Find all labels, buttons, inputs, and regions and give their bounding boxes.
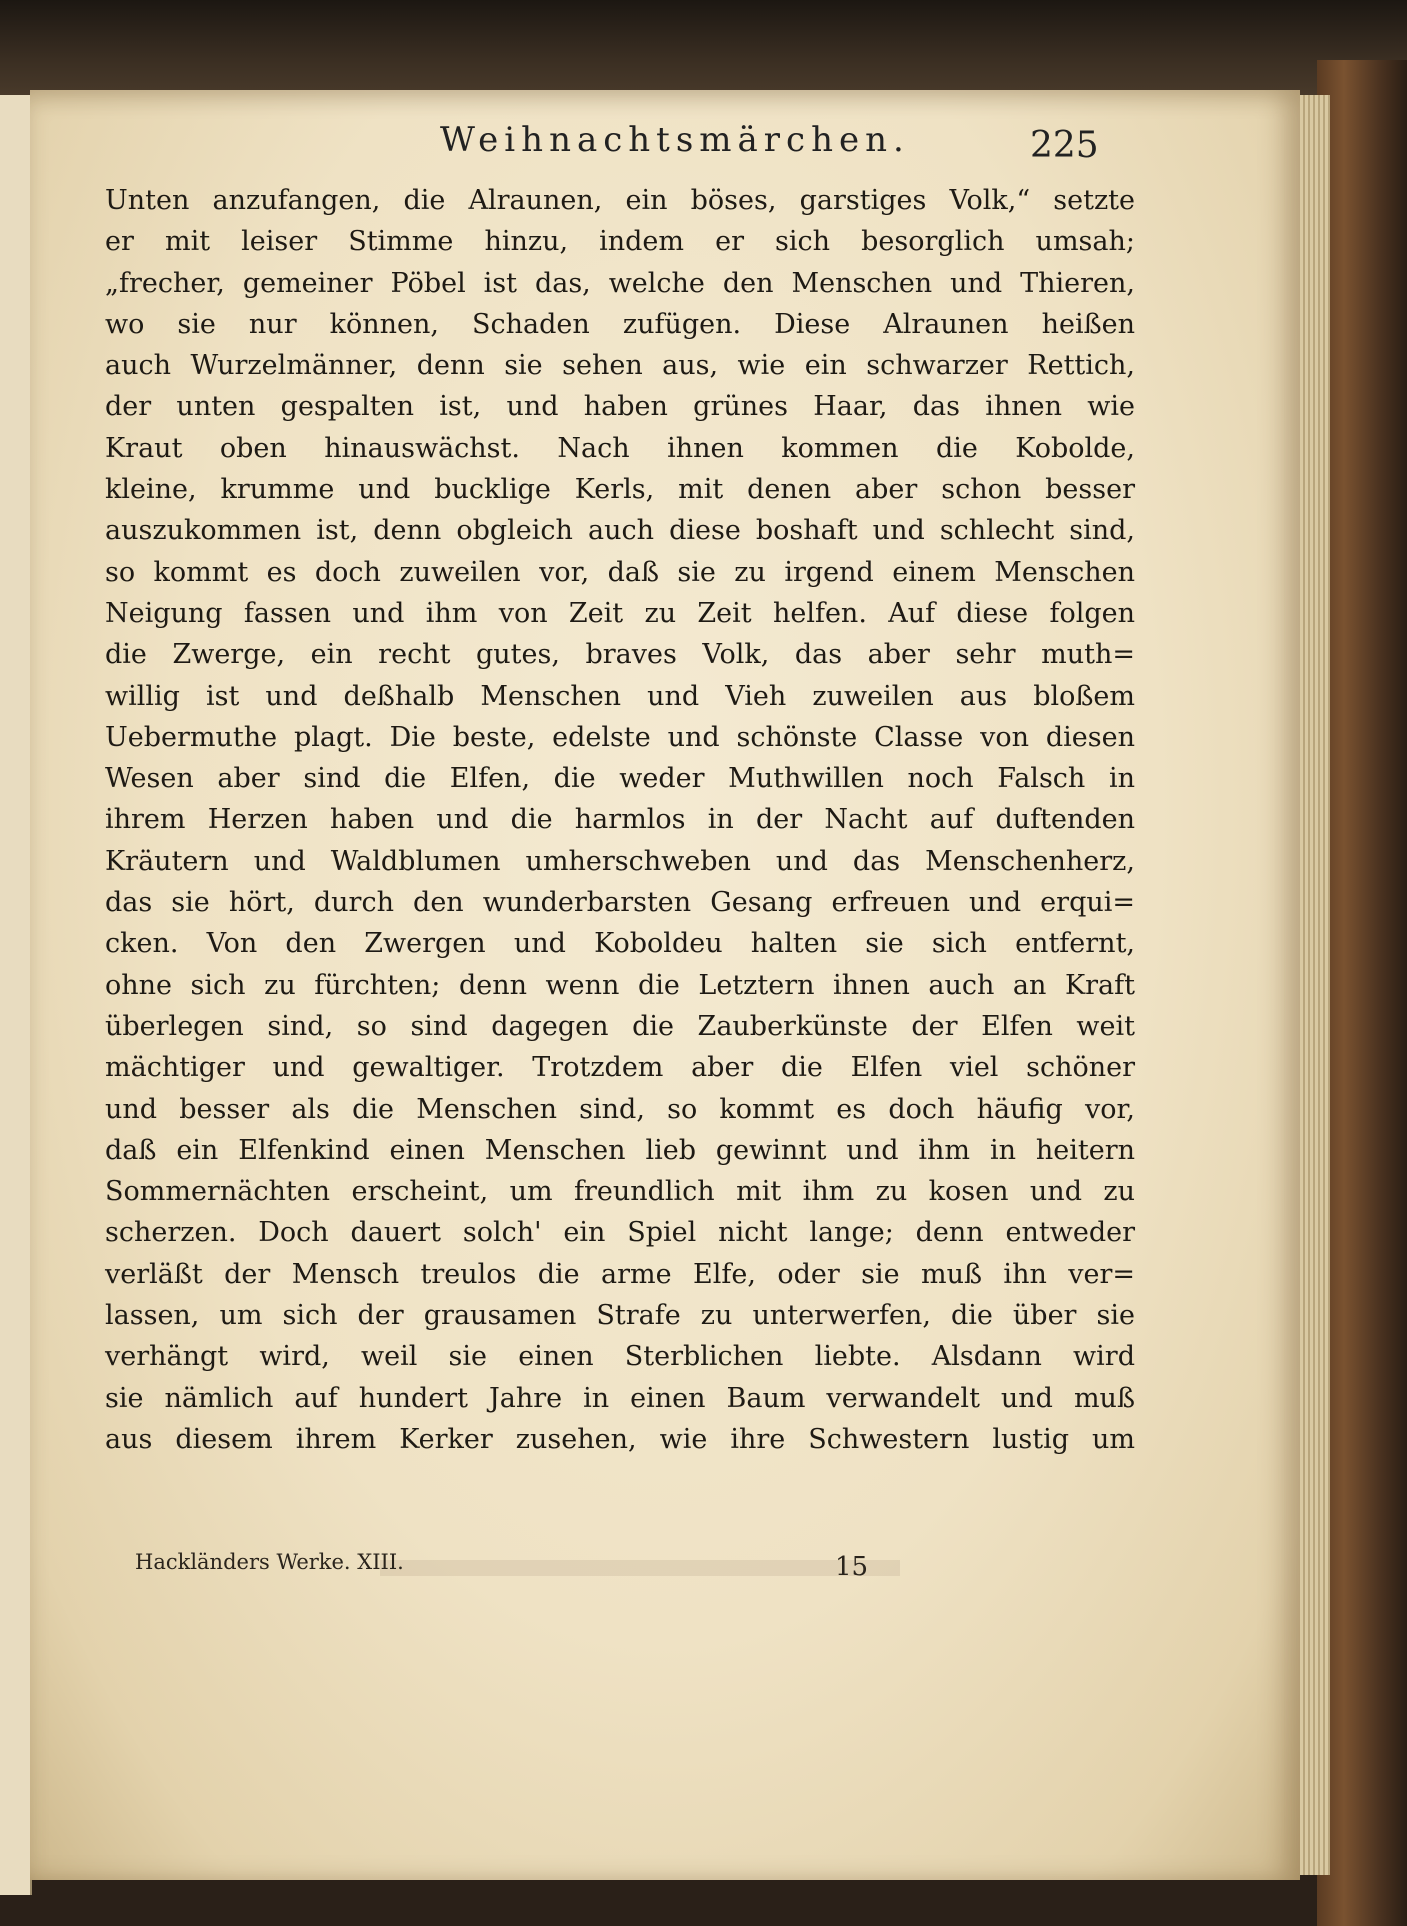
text-line: mächtiger und gewaltiger. Trotzdem aber die Elfen viel schöner xyxy=(105,1052,1135,1084)
text-line: der unten gespalten ist, und haben grünes Haar, das ihnen wie xyxy=(105,391,1135,423)
page-number: 225 xyxy=(1030,125,1099,166)
text-line: und besser als die Menschen sind, so kommt es doch häufig vor, xyxy=(105,1093,1135,1125)
text-line: wo sie nur können, Schaden zufügen. Diese Alraunen heißen xyxy=(105,308,1135,340)
text-line: überlegen sind, so sind dagegen die Zauberkünste der Elfen weit xyxy=(105,1010,1135,1042)
text-line: Wesen aber sind die Elfen, die weder Muthwillen noch Falsch in xyxy=(105,763,1135,795)
text-line: ohne sich zu fürchten; denn wenn die Letztern ihnen auch an Kraft xyxy=(105,969,1135,1001)
sheet-number: 15 xyxy=(835,1552,869,1582)
text-line: das sie hört, durch den wunderbarsten Gesang erfreuen und erqui= xyxy=(105,887,1135,919)
text-line: verläßt der Mensch treulos die arme Elfe, oder sie muß ihn ver= xyxy=(105,1258,1135,1290)
printer-signature: Hackländers Werke. XIII. xyxy=(135,1550,404,1574)
text-line: Sommernächten erscheint, um freundlich mit ihm zu kosen und zu xyxy=(105,1176,1135,1208)
text-line: kleine, krumme und bucklige Kerls, mit denen aber schon besser xyxy=(105,474,1135,506)
text-line: Unten anzufangen, die Alraunen, ein böses, garstiges Volk,“ setzte xyxy=(105,185,1135,216)
text-line: scherzen. Doch dauert solch' ein Spiel nicht lange; denn entweder xyxy=(105,1217,1135,1249)
text-line: verhängt wird, weil sie einen Sterblichen liebte. Alsdann wird xyxy=(105,1341,1135,1373)
text-line: so kommt es doch zuweilen vor, daß sie zu irgend einem Menschen xyxy=(105,556,1135,588)
text-line: „frecher, gemeiner Pöbel ist das, welche den Menschen und Thieren, xyxy=(105,267,1135,299)
text-line: sie nämlich auf hundert Jahre in einen Baum verwandelt und muß xyxy=(105,1382,1135,1414)
previous-page-edge xyxy=(0,95,32,1895)
book-cover-right xyxy=(1317,60,1407,1926)
body-text xyxy=(105,180,1135,1460)
text-line: Kräutern und Waldblumen umherschweben und das Menschenherz, xyxy=(105,845,1135,877)
text-line: aus diesem ihrem Kerker zusehen, wie ihre Schwestern lustig um xyxy=(105,1423,1135,1455)
book-cover-top xyxy=(0,0,1407,100)
text-line: Neigung fassen und ihm von Zeit zu Zeit helfen. Auf diese folgen xyxy=(105,597,1135,629)
text-line: auszukommen ist, denn obgleich auch diese boshaft und schlecht sind, xyxy=(105,515,1135,547)
text-line: er mit leiser Stimme hinzu, indem er sich besorglich umsah; xyxy=(105,226,1135,258)
text-line: lassen, um sich der grausamen Strafe zu unterwerfen, die über sie xyxy=(105,1300,1135,1332)
text-line: willig ist und deßhalb Menschen und Vieh zuweilen aus bloßem xyxy=(105,680,1135,712)
bleed-through-text xyxy=(380,1560,900,1576)
text-line: ihrem Herzen haben und die harmlos in der Nacht auf duftenden xyxy=(105,804,1135,836)
text-line: daß ein Elfenkind einen Menschen lieb gewinnt und ihm in heitern xyxy=(105,1134,1135,1166)
text-line: Uebermuthe plagt. Die beste, edelste und schönste Classe von diesen xyxy=(105,721,1135,753)
text-line: cken. Von den Zwergen und Koboldeu halten sie sich entfernt, xyxy=(105,928,1135,960)
text-line: die Zwerge, ein recht gutes, braves Volk, das aber sehr muth= xyxy=(105,639,1135,671)
running-title: Weihnachtsmärchen. xyxy=(440,120,910,160)
text-line: auch Wurzelmänner, denn sie sehen aus, wie ein schwarzer Rettich, xyxy=(105,350,1135,382)
text-line: Kraut oben hinauswächst. Nach ihnen kommen die Kobolde, xyxy=(105,432,1135,464)
